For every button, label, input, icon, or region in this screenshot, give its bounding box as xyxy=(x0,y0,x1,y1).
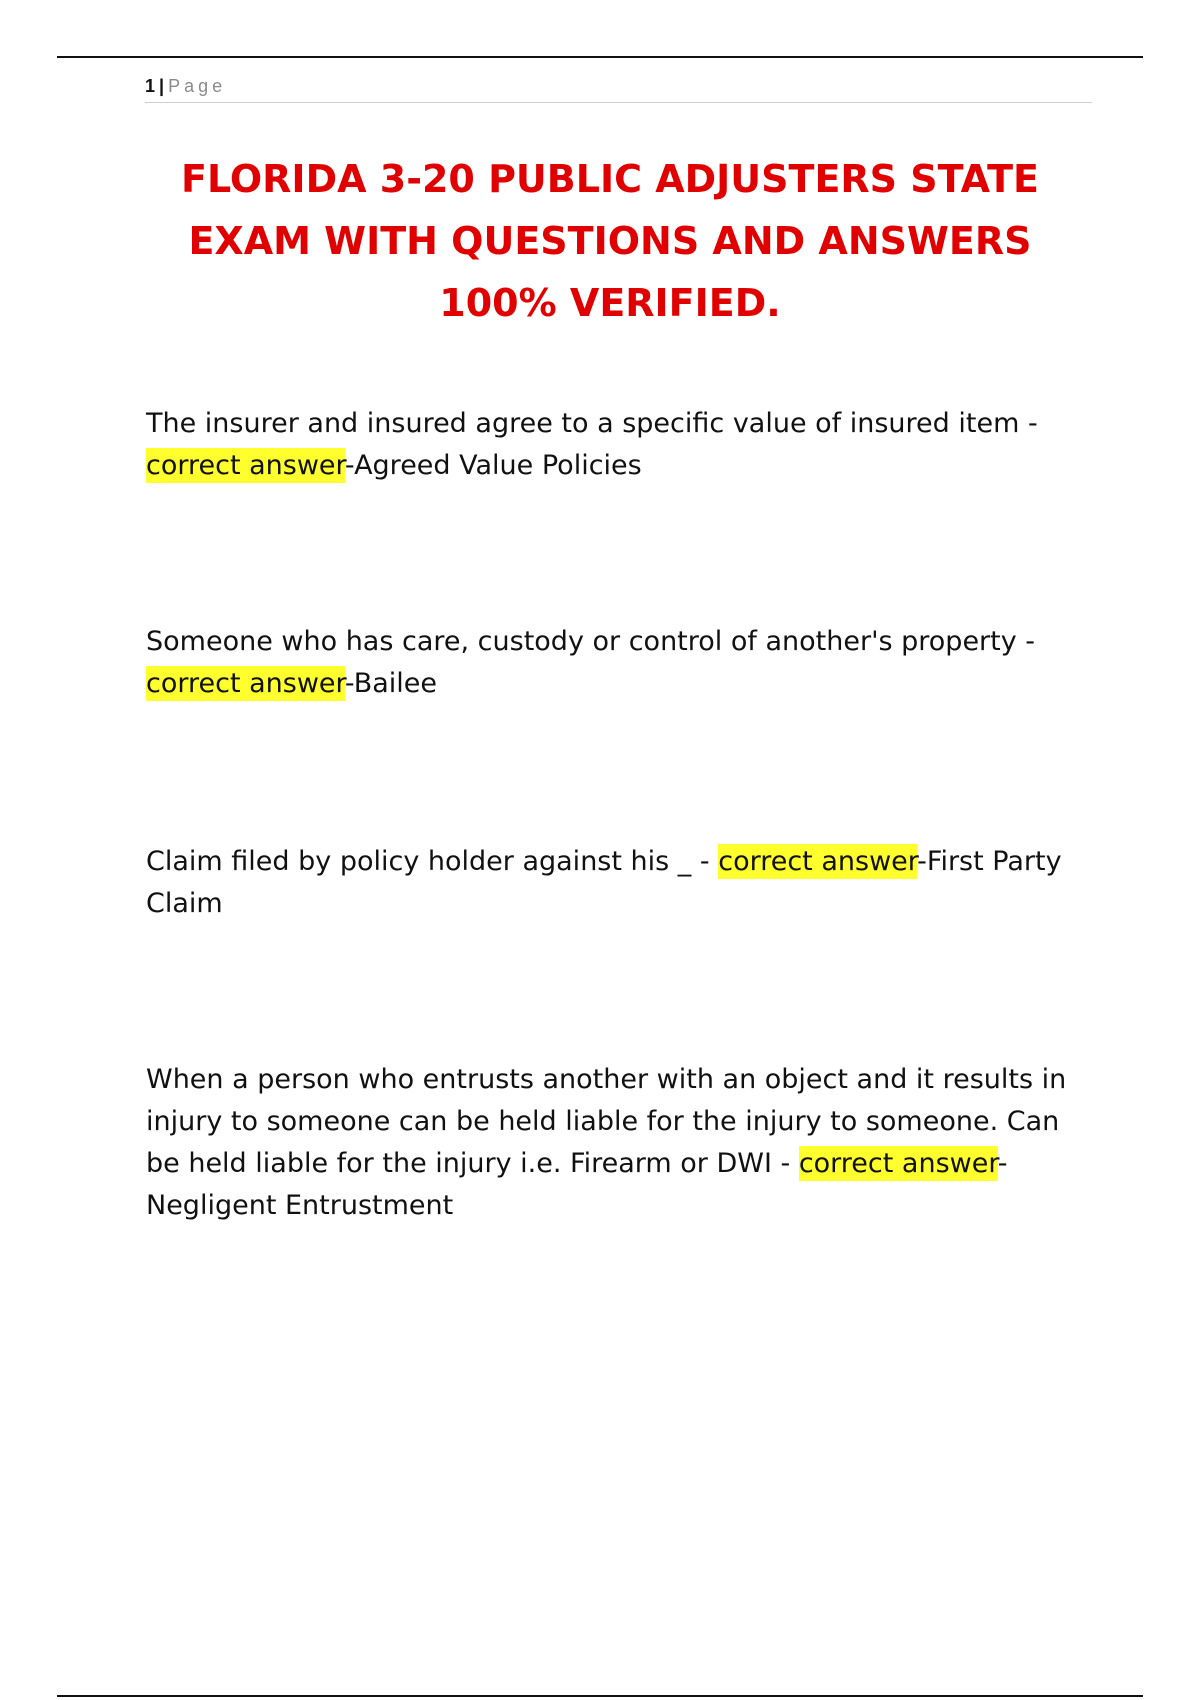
document-title: FLORIDA 3-20 PUBLIC ADJUSTERS STATE EXAM WITH QUESTIONS AND ANSWERS 100% VERIFIED. xyxy=(181,157,1039,325)
correct-answer-marker: correct answer xyxy=(146,668,345,699)
qa-item xyxy=(146,1059,1091,1227)
page-header xyxy=(145,74,1092,103)
answer-text: -Negligent Entrustment xyxy=(146,1148,1008,1221)
top-border-line xyxy=(57,56,1143,58)
page-separator: | xyxy=(159,76,165,96)
question-text: Claim filed by policy holder against his _ - xyxy=(146,846,719,877)
bottom-border-line xyxy=(57,1695,1143,1697)
answer-text: -Agreed Value Policies xyxy=(344,450,642,481)
correct-answer-marker: correct answer xyxy=(146,450,345,481)
page-label: Page xyxy=(168,76,227,96)
question-text: The insurer and insured agree to a specific value of insured item - xyxy=(146,408,1038,439)
qa-item xyxy=(146,621,1091,705)
qa-item xyxy=(146,403,1091,487)
question-text: When a person who entrusts another with an object and it results in injury to someone can be held liable for the injury to someone. Can be held liable for the injury i.e. Firearm or DWI - xyxy=(146,1064,1067,1179)
correct-answer-marker: correct answer xyxy=(718,846,918,877)
qa-item xyxy=(146,841,1091,925)
correct-answer-marker: correct answer xyxy=(798,1148,998,1179)
answer-text: -Bailee xyxy=(344,668,437,699)
page-number: 1 xyxy=(145,76,156,96)
answer-text: -First Party Claim xyxy=(146,846,1062,919)
question-text: Someone who has care, custody or control of another's property - xyxy=(146,626,1036,657)
